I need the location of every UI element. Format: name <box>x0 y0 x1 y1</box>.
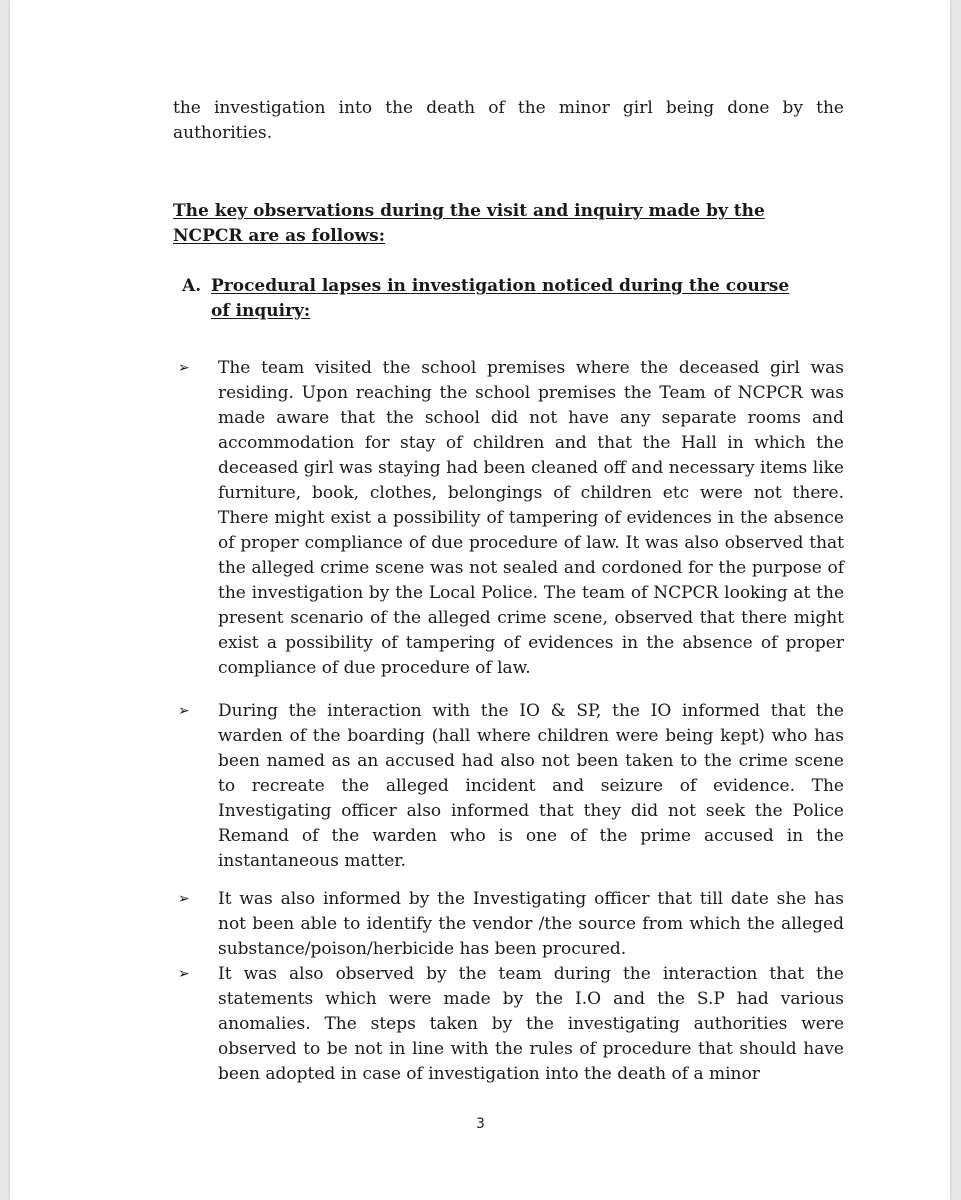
bullet-item <box>173 887 844 962</box>
bullet-text: During the interaction with the IO & SP, the IO informed that the warden of the boarding (hall where children were being kept) who has been named as an accused had also not been taken to the crime scene to recreate the alleged incident and seizure of evidence. The Investigating officer also informed that they did not seek the Police Remand of the warden who is one of the prime accused in the instantaneous matter. <box>218 701 844 871</box>
bullet-item <box>173 356 844 681</box>
intro-paragraph: the investigation into the death of the minor girl being done by the authorities. <box>173 98 844 143</box>
page-content <box>173 96 844 1087</box>
subsection-letter: A. <box>182 276 202 296</box>
bullet-text: The team visited the school premises where the deceased girl was residing. Upon reaching the school premises the Team of NCPCR was made aware that the school did not have any separate rooms and accommodation for stay of children and that the Hall in which the deceased girl was staying had been cleaned off and necessary items like furniture, book, clothes, belongings of children etc were not there. There might exist a possibility of tampering of evidences in the absence of proper compliance of due procedure of law. It was also observed that the alleged crime scene was not sealed and cordoned for the purpose of the investigation by the Local Police. The team of NCPCR looking at the present scenario of the alleged crime scene, observed that there might exist a possibility of tampering of evidences in the absence of proper compliance of due procedure of law. <box>218 358 844 678</box>
subsection-title: Procedural lapses in investigation noticed during the course of inquiry: <box>211 276 790 321</box>
arrow-bullet-icon: ➢ <box>178 360 190 376</box>
arrow-bullet-icon: ➢ <box>178 891 190 907</box>
bullet-item <box>173 699 844 874</box>
bullet-text: It was also observed by the team during the interaction that the statements which were made by the I.O and the S.P had various anomalies. The steps taken by the investigating authorities were observed to be not in line with the rules of procedure that should have been adopted in case of investigation into the death of a minor <box>218 964 844 1084</box>
arrow-bullet-icon: ➢ <box>178 966 190 982</box>
document-page <box>10 0 950 1200</box>
arrow-bullet-icon: ➢ <box>178 703 190 719</box>
page-number: 3 <box>476 1116 485 1132</box>
subsection-heading <box>173 274 844 324</box>
bullet-text: It was also informed by the Investigating officer that till date she has not been able to identify the vendor /the source from which the alleged substance/poison/herbicide has been procured. <box>218 889 844 959</box>
section-heading: The key observations during the visit and inquiry made by the NCPCR are as follows: <box>173 201 765 246</box>
bullet-item <box>173 962 844 1087</box>
